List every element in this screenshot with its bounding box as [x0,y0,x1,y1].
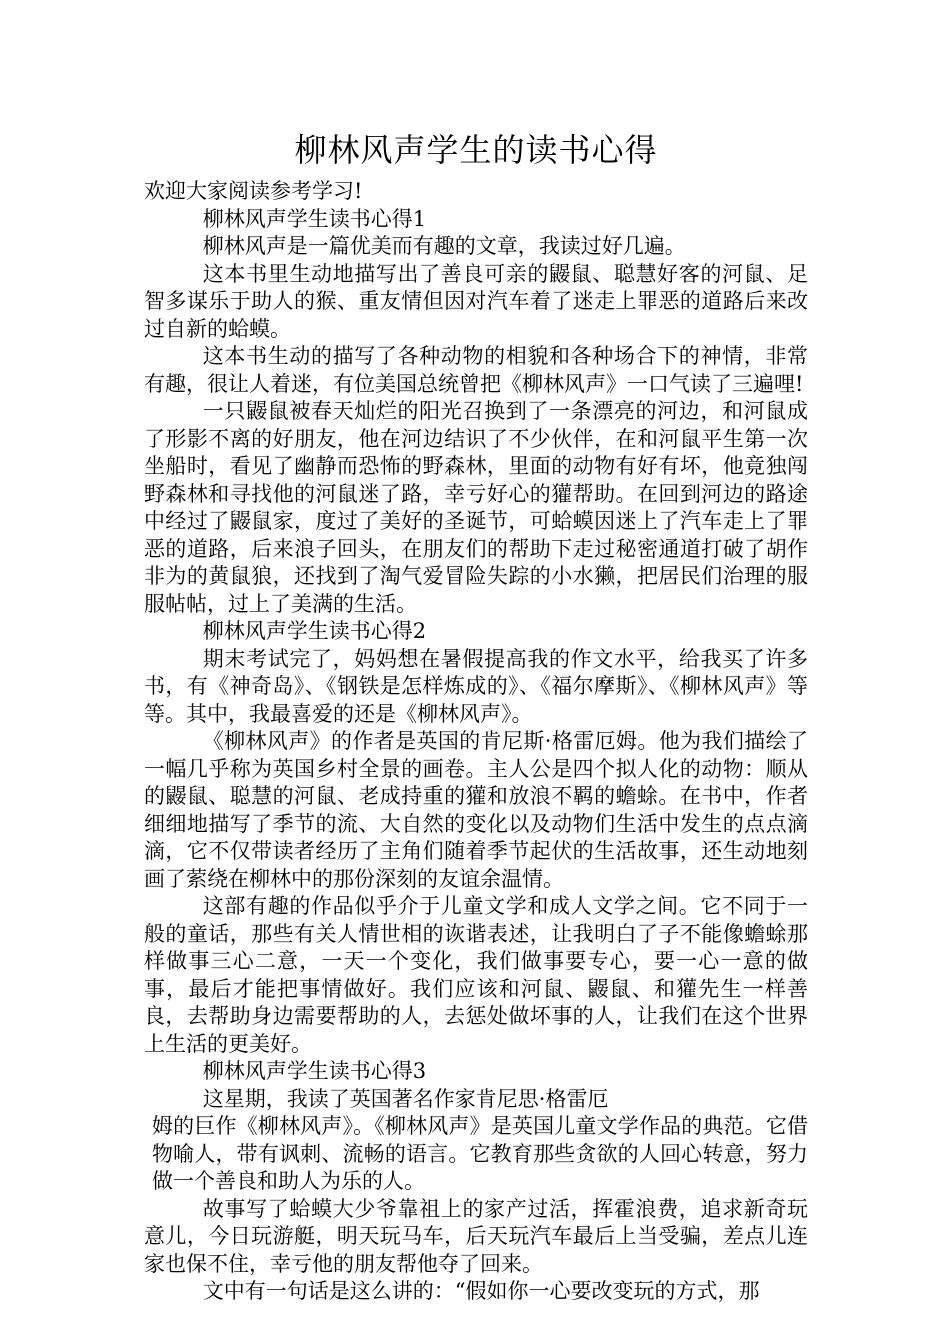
paragraph: 柳林风声是一篇优美而有趣的文章，我读过好几遍。 [202,234,686,258]
paragraph: 这部有趣的作品似乎介于儿童文学和成人文学之间。它不同于一般的童话，那些有关人情世相的诙谐表述，让我明白了子不能像蟾蜍那样做事三心二意，一天一个变化，我们做事要专心，要一心一意的做事，最后才能把事情做好。我们应该和河鼠、鼹鼠、和獾先生一样善良，去帮助身边需要帮助的人，去惩处做坏事的人，让我们在这个世界上生活的更美好。 [144,894,808,1056]
paragraph: 这星期，我读了英国著名作家肯尼思·格雷厄 [202,1086,609,1111]
paragraph: 姆的巨作《柳林风声》。《柳林风声》是英国儿童文学作品的典范。它借物喻人，带有讽刺、流畅的语言。它教育那些贪欲的人回心转意，努力做一个善良和助人为乐的人。 [152,1114,808,1193]
paragraph: 《柳林风声》的作者是英国的肯尼斯·格雷厄姆。他为我们描绘了一幅几乎称为英国乡村全景的画卷。主人公是四个拟人化的动物：顺从的鼹鼠、聪慧的河鼠、老成持重的獾和放浪不羁的蟾蜍。在书中，作者细细地描写了季节的流、大自然的变化以及动物们生活中发生的点点滴滴，它不仅带读者经历了主角们随着季节起伏的生活故事，还生动地刻画了萦绕在柳林中的那份深刻的友谊余温情。 [144,729,808,891]
paragraph: 期末考试完了，妈妈想在暑假提高我的作文水平，给我买了许多书，有《神奇岛》、《钢铁是怎样炼成的》、《福尔摩斯》、《柳林风声》等等。其中，我最喜爱的还是《柳林风声》。 [144,646,808,726]
paragraph: 这本书里生动地描写出了善良可亲的鼹鼠、聪慧好客的河鼠、足智多谋乐于助人的猴、重友情但因对汽车着了迷走上罪恶的道路后来改过自新的蛤蟆。 [144,261,808,341]
paragraph: 故事写了蛤蟆大少爷靠祖上的家产过活，挥霍浪费，追求新奇玩意儿，今日玩游艇，明天玩马车，后天玩汽车最后上当受骗，差点儿连家也保不住，幸亏他的朋友帮他夺了回来。 [144,1196,808,1276]
paragraph: 这本书生动的描写了各种动物的相貌和各种场合下的神情，非常有趣，很让人着迷，有位美国总统曾把《柳林风声》一口气读了三遍哩! [144,344,808,396]
paragraph-list [144,178,808,1306]
paragraph: 文中有一句话是这么讲的：“假如你一心要改变玩的方式，那 [202,1279,760,1303]
paragraph: 柳林风声学生读书心得2 [202,619,427,643]
document-body [144,128,808,1306]
paragraph: 柳林风声学生读书心得1 [202,206,427,231]
paragraph: 欢迎大家阅读参考学习! [144,179,363,203]
paragraph: 柳林风声学生读书心得3 [202,1059,427,1083]
paragraph: 一只鼹鼠被春天灿烂的阳光召换到了一条漂亮的河边，和河鼠成了形影不离的好朋友，他在河边结识了不少伙伴，在和河鼠平生第一次坐船时，看见了幽静而恐怖的野森林，里面的动物有好有坏，他竟独闯野森林和寻找他的河鼠迷了路，幸亏好心的獾帮助。在回到河边的路途中经过了鼹鼠家，度过了美好的圣诞节，可蛤蟆因迷上了汽车走上了罪恶的道路，后来浪子回头，在朋友们的帮助下走过秘密通道打破了胡作非为的黄鼠狼，还找到了淘气爱冒险失踪的小水獭，把居民们治理的服服帖帖，过上了美满的生活。 [144,399,808,616]
document-title: 柳林风声学生的读书心得 [294,131,658,169]
